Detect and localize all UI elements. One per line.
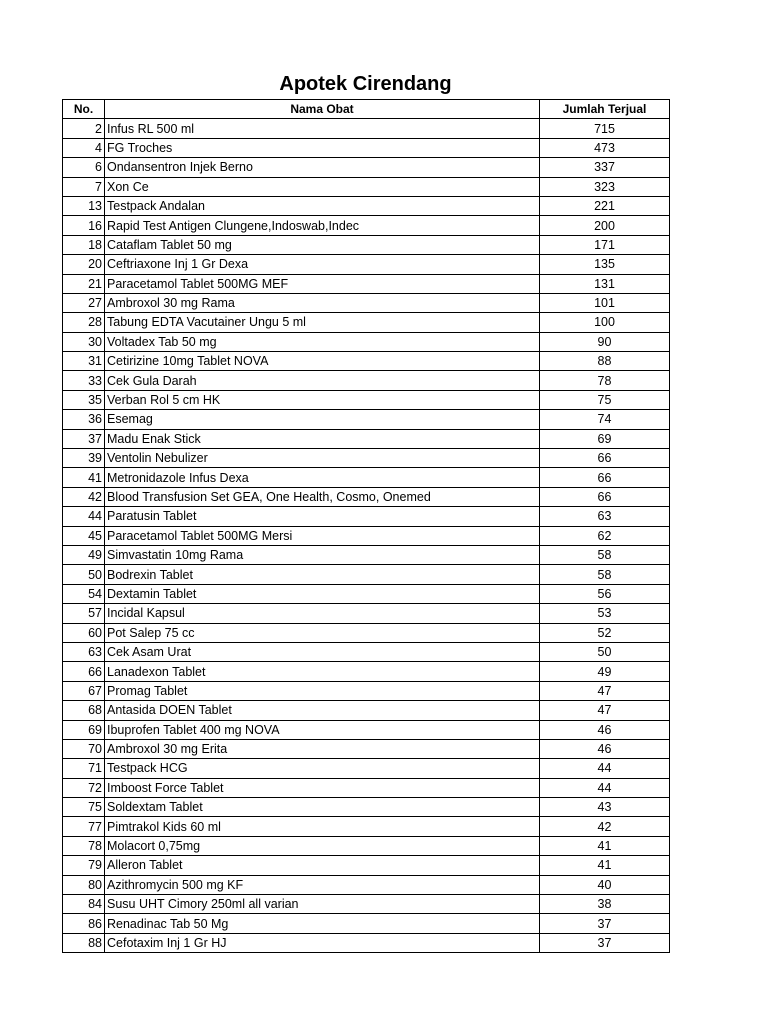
cell-no: 66 bbox=[63, 662, 105, 681]
table-body bbox=[63, 119, 670, 953]
cell-jumlah-terjual: 74 bbox=[540, 410, 670, 429]
cell-nama-obat: Pot Salep 75 cc bbox=[105, 623, 540, 642]
cell-no: 39 bbox=[63, 449, 105, 468]
cell-jumlah-terjual: 58 bbox=[540, 545, 670, 564]
cell-no: 18 bbox=[63, 235, 105, 254]
table-row bbox=[63, 623, 670, 642]
cell-nama-obat: Metronidazole Infus Dexa bbox=[105, 468, 540, 487]
cell-nama-obat: Paracetamol Tablet 500MG MEF bbox=[105, 274, 540, 293]
cell-jumlah-terjual: 66 bbox=[540, 449, 670, 468]
cell-no: 78 bbox=[63, 836, 105, 855]
cell-jumlah-terjual: 41 bbox=[540, 836, 670, 855]
cell-jumlah-terjual: 69 bbox=[540, 429, 670, 448]
cell-no: 33 bbox=[63, 371, 105, 390]
cell-no: 84 bbox=[63, 895, 105, 914]
cell-no: 35 bbox=[63, 390, 105, 409]
cell-nama-obat: Alleron Tablet bbox=[105, 856, 540, 875]
table-row bbox=[63, 584, 670, 603]
cell-jumlah-terjual: 42 bbox=[540, 817, 670, 836]
cell-jumlah-terjual: 66 bbox=[540, 487, 670, 506]
cell-nama-obat: Testpack Andalan bbox=[105, 196, 540, 215]
cell-jumlah-terjual: 221 bbox=[540, 196, 670, 215]
cell-jumlah-terjual: 323 bbox=[540, 177, 670, 196]
table-row bbox=[63, 739, 670, 758]
cell-nama-obat: Ondansentron Injek Berno bbox=[105, 158, 540, 177]
cell-no: 20 bbox=[63, 255, 105, 274]
table-row bbox=[63, 352, 670, 371]
cell-no: 27 bbox=[63, 293, 105, 312]
table-row bbox=[63, 255, 670, 274]
cell-nama-obat: Infus RL 500 ml bbox=[105, 119, 540, 138]
table-header-row bbox=[63, 100, 670, 119]
cell-nama-obat: Cek Asam Urat bbox=[105, 642, 540, 661]
cell-nama-obat: Molacort 0,75mg bbox=[105, 836, 540, 855]
cell-nama-obat: Ventolin Nebulizer bbox=[105, 449, 540, 468]
cell-jumlah-terjual: 52 bbox=[540, 623, 670, 642]
table-row bbox=[63, 875, 670, 894]
cell-jumlah-terjual: 135 bbox=[540, 255, 670, 274]
cell-no: 67 bbox=[63, 681, 105, 700]
cell-nama-obat: Madu Enak Stick bbox=[105, 429, 540, 448]
cell-nama-obat: Promag Tablet bbox=[105, 681, 540, 700]
cell-no: 44 bbox=[63, 507, 105, 526]
cell-no: 49 bbox=[63, 545, 105, 564]
cell-jumlah-terjual: 78 bbox=[540, 371, 670, 390]
cell-jumlah-terjual: 38 bbox=[540, 895, 670, 914]
cell-no: 31 bbox=[63, 352, 105, 371]
cell-no: 37 bbox=[63, 429, 105, 448]
cell-nama-obat: Imboost Force Tablet bbox=[105, 778, 540, 797]
cell-nama-obat: Antasida DOEN Tablet bbox=[105, 701, 540, 720]
cell-no: 60 bbox=[63, 623, 105, 642]
table-row bbox=[63, 449, 670, 468]
cell-jumlah-terjual: 66 bbox=[540, 468, 670, 487]
table-row bbox=[63, 507, 670, 526]
cell-jumlah-terjual: 40 bbox=[540, 875, 670, 894]
cell-jumlah-terjual: 473 bbox=[540, 138, 670, 157]
cell-no: 50 bbox=[63, 565, 105, 584]
cell-nama-obat: Rapid Test Antigen Clungene,Indoswab,Indec bbox=[105, 216, 540, 235]
cell-nama-obat: Pimtrakol Kids 60 ml bbox=[105, 817, 540, 836]
cell-no: 28 bbox=[63, 313, 105, 332]
table-row bbox=[63, 545, 670, 564]
cell-no: 77 bbox=[63, 817, 105, 836]
cell-jumlah-terjual: 101 bbox=[540, 293, 670, 312]
cell-jumlah-terjual: 43 bbox=[540, 798, 670, 817]
table-row bbox=[63, 836, 670, 855]
cell-jumlah-terjual: 171 bbox=[540, 235, 670, 254]
cell-jumlah-terjual: 44 bbox=[540, 778, 670, 797]
table-row bbox=[63, 604, 670, 623]
table-row bbox=[63, 817, 670, 836]
cell-nama-obat: Cefotaxim Inj 1 Gr HJ bbox=[105, 933, 540, 952]
cell-nama-obat: Blood Transfusion Set GEA, One Health, Cosmo, Onemed bbox=[105, 487, 540, 506]
table-row bbox=[63, 681, 670, 700]
table-row bbox=[63, 856, 670, 875]
cell-nama-obat: Cataflam Tablet 50 mg bbox=[105, 235, 540, 254]
table-row bbox=[63, 526, 670, 545]
table-row bbox=[63, 235, 670, 254]
cell-jumlah-terjual: 88 bbox=[540, 352, 670, 371]
cell-no: 45 bbox=[63, 526, 105, 545]
table-row bbox=[63, 642, 670, 661]
cell-no: 13 bbox=[63, 196, 105, 215]
cell-jumlah-terjual: 41 bbox=[540, 856, 670, 875]
table-row bbox=[63, 196, 670, 215]
table-row bbox=[63, 565, 670, 584]
cell-jumlah-terjual: 62 bbox=[540, 526, 670, 545]
cell-nama-obat: Paratusin Tablet bbox=[105, 507, 540, 526]
table-row bbox=[63, 933, 670, 952]
cell-jumlah-terjual: 37 bbox=[540, 933, 670, 952]
cell-no: 7 bbox=[63, 177, 105, 196]
cell-nama-obat: Voltadex Tab 50 mg bbox=[105, 332, 540, 351]
cell-no: 21 bbox=[63, 274, 105, 293]
column-header-no: No. bbox=[63, 100, 105, 119]
cell-nama-obat: Lanadexon Tablet bbox=[105, 662, 540, 681]
table-row bbox=[63, 429, 670, 448]
cell-jumlah-terjual: 63 bbox=[540, 507, 670, 526]
cell-no: 30 bbox=[63, 332, 105, 351]
cell-no: 41 bbox=[63, 468, 105, 487]
cell-nama-obat: Bodrexin Tablet bbox=[105, 565, 540, 584]
cell-no: 63 bbox=[63, 642, 105, 661]
table-row bbox=[63, 778, 670, 797]
cell-jumlah-terjual: 44 bbox=[540, 759, 670, 778]
table-row bbox=[63, 371, 670, 390]
cell-no: 69 bbox=[63, 720, 105, 739]
table-row bbox=[63, 895, 670, 914]
cell-jumlah-terjual: 715 bbox=[540, 119, 670, 138]
table-row bbox=[63, 313, 670, 332]
cell-jumlah-terjual: 58 bbox=[540, 565, 670, 584]
sales-table bbox=[62, 99, 670, 953]
table-row bbox=[63, 701, 670, 720]
cell-no: 6 bbox=[63, 158, 105, 177]
cell-nama-obat: Ibuprofen Tablet 400 mg NOVA bbox=[105, 720, 540, 739]
table-row bbox=[63, 138, 670, 157]
cell-no: 80 bbox=[63, 875, 105, 894]
cell-no: 16 bbox=[63, 216, 105, 235]
table-row bbox=[63, 332, 670, 351]
cell-no: 2 bbox=[63, 119, 105, 138]
cell-no: 75 bbox=[63, 798, 105, 817]
cell-nama-obat: Soldextam Tablet bbox=[105, 798, 540, 817]
cell-no: 4 bbox=[63, 138, 105, 157]
cell-no: 36 bbox=[63, 410, 105, 429]
cell-nama-obat: Cetirizine 10mg Tablet NOVA bbox=[105, 352, 540, 371]
cell-no: 79 bbox=[63, 856, 105, 875]
table-row bbox=[63, 158, 670, 177]
cell-no: 86 bbox=[63, 914, 105, 933]
cell-nama-obat: Cek Gula Darah bbox=[105, 371, 540, 390]
cell-jumlah-terjual: 56 bbox=[540, 584, 670, 603]
table-row bbox=[63, 468, 670, 487]
cell-jumlah-terjual: 49 bbox=[540, 662, 670, 681]
cell-jumlah-terjual: 337 bbox=[540, 158, 670, 177]
table-row bbox=[63, 914, 670, 933]
cell-no: 71 bbox=[63, 759, 105, 778]
table-row bbox=[63, 487, 670, 506]
table-row bbox=[63, 177, 670, 196]
document-title: Apotek Cirendang bbox=[279, 73, 452, 95]
cell-nama-obat: Ambroxol 30 mg Rama bbox=[105, 293, 540, 312]
cell-nama-obat: Testpack HCG bbox=[105, 759, 540, 778]
cell-no: 68 bbox=[63, 701, 105, 720]
table-row bbox=[63, 410, 670, 429]
cell-nama-obat: Esemag bbox=[105, 410, 540, 429]
cell-no: 57 bbox=[63, 604, 105, 623]
table-row bbox=[63, 293, 670, 312]
cell-nama-obat: Ceftriaxone Inj 1 Gr Dexa bbox=[105, 255, 540, 274]
cell-nama-obat: FG Troches bbox=[105, 138, 540, 157]
cell-jumlah-terjual: 200 bbox=[540, 216, 670, 235]
cell-jumlah-terjual: 37 bbox=[540, 914, 670, 933]
cell-nama-obat: Renadinac Tab 50 Mg bbox=[105, 914, 540, 933]
cell-jumlah-terjual: 131 bbox=[540, 274, 670, 293]
table-row bbox=[63, 390, 670, 409]
cell-jumlah-terjual: 75 bbox=[540, 390, 670, 409]
table-row bbox=[63, 720, 670, 739]
cell-jumlah-terjual: 46 bbox=[540, 720, 670, 739]
cell-jumlah-terjual: 47 bbox=[540, 701, 670, 720]
cell-nama-obat: Dextamin Tablet bbox=[105, 584, 540, 603]
cell-jumlah-terjual: 100 bbox=[540, 313, 670, 332]
table-row bbox=[63, 274, 670, 293]
cell-nama-obat: Azithromycin 500 mg KF bbox=[105, 875, 540, 894]
table-row bbox=[63, 662, 670, 681]
cell-nama-obat: Xon Ce bbox=[105, 177, 540, 196]
cell-jumlah-terjual: 47 bbox=[540, 681, 670, 700]
column-header-jumlah-terjual: Jumlah Terjual bbox=[540, 100, 670, 119]
cell-nama-obat: Simvastatin 10mg Rama bbox=[105, 545, 540, 564]
cell-nama-obat: Tabung EDTA Vacutainer Ungu 5 ml bbox=[105, 313, 540, 332]
cell-no: 88 bbox=[63, 933, 105, 952]
cell-nama-obat: Ambroxol 30 mg Erita bbox=[105, 739, 540, 758]
cell-no: 70 bbox=[63, 739, 105, 758]
table-row bbox=[63, 119, 670, 138]
cell-jumlah-terjual: 50 bbox=[540, 642, 670, 661]
table-row bbox=[63, 798, 670, 817]
cell-jumlah-terjual: 46 bbox=[540, 739, 670, 758]
cell-nama-obat: Verban Rol 5 cm HK bbox=[105, 390, 540, 409]
column-header-nama-obat: Nama Obat bbox=[105, 100, 540, 119]
cell-jumlah-terjual: 90 bbox=[540, 332, 670, 351]
table-row bbox=[63, 759, 670, 778]
cell-jumlah-terjual: 53 bbox=[540, 604, 670, 623]
cell-nama-obat: Incidal Kapsul bbox=[105, 604, 540, 623]
cell-nama-obat: Susu UHT Cimory 250ml all varian bbox=[105, 895, 540, 914]
cell-no: 72 bbox=[63, 778, 105, 797]
table-row bbox=[63, 216, 670, 235]
cell-no: 54 bbox=[63, 584, 105, 603]
cell-no: 42 bbox=[63, 487, 105, 506]
cell-nama-obat: Paracetamol Tablet 500MG Mersi bbox=[105, 526, 540, 545]
